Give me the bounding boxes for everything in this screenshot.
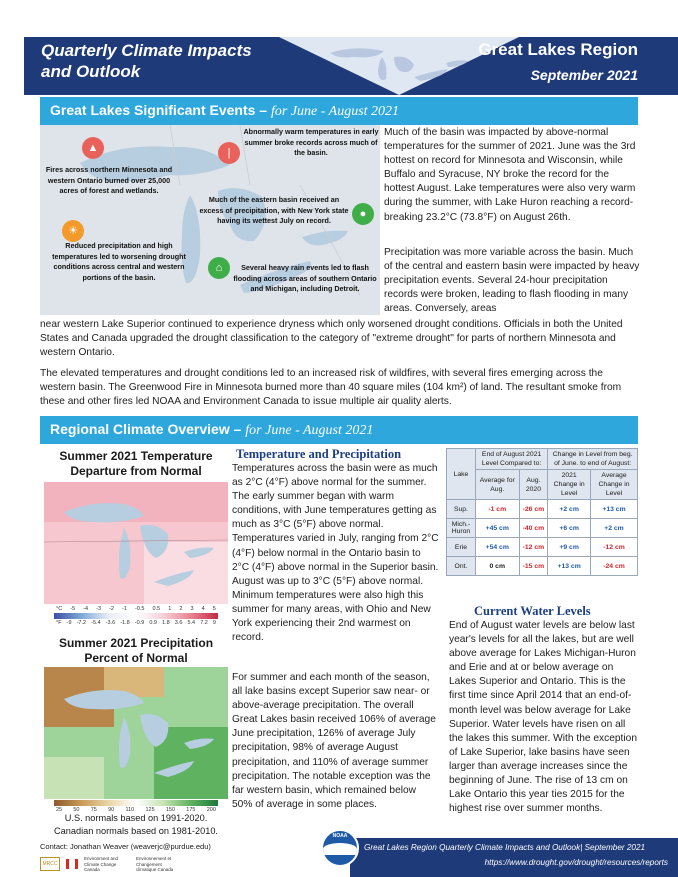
note-drought: Reduced precipitation and high temperatures led to worsening drought conditions across central and western portions of the basin. bbox=[52, 241, 186, 282]
footer-band bbox=[350, 838, 678, 877]
table-row bbox=[447, 557, 638, 576]
precipitation-scale-tick: 75 bbox=[90, 807, 97, 813]
table-header-group-compared: End of August 2021 Level Compared to: bbox=[475, 449, 547, 470]
noaa-bird-icon bbox=[323, 843, 357, 855]
temperature-scale-fahrenheit-unit: °F bbox=[56, 620, 62, 626]
issue-date: September 2021 bbox=[530, 67, 638, 83]
precipitation-scale-tick: 90 bbox=[108, 807, 115, 813]
fire-icon: ▲ bbox=[82, 137, 104, 159]
temperature-scale-fahrenheit-tick: 5.4 bbox=[187, 620, 196, 626]
table-cell-value: -15 cm bbox=[519, 557, 548, 576]
precipitation-scale bbox=[44, 799, 228, 813]
temperature-scale-gradient bbox=[54, 613, 218, 619]
temperature-scale-fahrenheit-tick: -1.8 bbox=[120, 620, 130, 626]
temperature-scale-celsius-tick: 1 bbox=[168, 606, 172, 612]
table-cell-lake: Mich.-Huron bbox=[447, 519, 476, 538]
water-drop-icon: ● bbox=[352, 203, 374, 225]
table-header-col: Average for Aug. bbox=[475, 470, 519, 500]
table-cell-value: 0 cm bbox=[475, 557, 519, 576]
temperature-departure-map bbox=[44, 482, 228, 604]
temperature-scale-celsius-tick: 3 bbox=[190, 606, 194, 612]
table-header-lake: Lake bbox=[447, 449, 476, 500]
table-cell-value: -12 cm bbox=[519, 538, 548, 557]
temperature-scale-celsius-unit: °C bbox=[56, 606, 63, 612]
temperature-scale-celsius-tick: 4 bbox=[201, 606, 205, 612]
drought-sun-icon: ☀ bbox=[62, 220, 84, 242]
region-title: Great Lakes Region bbox=[478, 40, 638, 59]
temperature-precipitation-heading: Temperature and Precipitation bbox=[236, 447, 402, 461]
precipitation-scale-tick: 50 bbox=[73, 807, 80, 813]
precipitation-scale-tick: 125 bbox=[145, 807, 155, 813]
temperature-scale-celsius-tick: -5 bbox=[70, 606, 76, 612]
lakes-silhouette-icon bbox=[324, 43, 474, 89]
temperature-scale-fahrenheit-tick: 0.9 bbox=[149, 620, 157, 626]
temperature-map-image bbox=[44, 482, 228, 604]
table-row bbox=[447, 500, 638, 519]
precipitation-scale-gradient bbox=[54, 800, 218, 806]
temperature-scale-fahrenheit-tick: 7.2 bbox=[200, 620, 208, 626]
temperature-scale-celsius-tick: -0.5 bbox=[135, 606, 145, 612]
note-warm-temperatures: Abnormally warm temperatures in early summer broke records across much of the basin. bbox=[243, 127, 379, 157]
precipitation-map-image bbox=[44, 667, 228, 799]
temperature-scale-fahrenheit-tick: 3.6 bbox=[174, 620, 183, 626]
temperature-scale-celsius-tick: -1 bbox=[122, 606, 127, 612]
normals-note: U.S. normals based on 1991-2020. Canadian normals based on 1981-2010. bbox=[54, 813, 218, 836]
table-header-group-change: Change in Level from beg. of June. to end of August: bbox=[548, 449, 638, 470]
table-cell-value: +54 cm bbox=[475, 538, 519, 557]
table-cell-value: -26 cm bbox=[519, 500, 548, 519]
table-cell-value: +6 cm bbox=[548, 519, 591, 538]
precipitation-scale-tick: 200 bbox=[206, 807, 216, 813]
temperature-scale-fahrenheit-tick: -0.9 bbox=[134, 620, 145, 626]
table-header-col: Average Change in Level bbox=[591, 470, 638, 500]
precipitation-map-title: Summer 2021 Precipitation Percent of Normal bbox=[58, 636, 214, 665]
precipitation-scale-tick: 150 bbox=[165, 807, 176, 813]
events-paragraph-precipitation: Precipitation was more variable across the basin. Much of the central and eastern basin were impacted by heavy precipitation events. Several 24-hour precipitation records were broken, leading to flash flooding in many areas. Conversely, areas bbox=[384, 247, 640, 315]
temperature-scale-celsius-tick: -2 bbox=[109, 606, 114, 612]
mrcc-logo: MRCC bbox=[40, 857, 60, 871]
events-section-bar bbox=[40, 97, 638, 125]
temperature-paragraph: Temperatures across the basin were as much as 2°C (4°F) above normal for the summer. The early summer began with warm conditions, with June temperatures getting as much as 3°C (5°F) above normal. Temperatures varied in July, ranging from 2°C (4°F) below normal in the Ontario basin to 2°C (4°F) above normal in the Superior basin. August was up to 3°C (5°F) above normal. Minimum temperatures were also high this summer for many areas, with Ohio and New York experiencing their 2nd warmest on record. bbox=[232, 463, 439, 644]
precipitation-percent-map bbox=[44, 667, 228, 799]
temperature-scale-celsius-tick: -4 bbox=[83, 606, 89, 612]
table-cell-value: -12 cm bbox=[591, 538, 638, 557]
thermometer-icon: | bbox=[218, 142, 240, 164]
temperature-scale-celsius-tick: 0.5 bbox=[152, 606, 161, 612]
temperature-scale-celsius-tick: 2 bbox=[179, 606, 183, 612]
footer-publication-line: Great Lakes Region Quarterly Climate Impacts and Outlook| September 2021 bbox=[364, 843, 646, 852]
note-excess-precipitation: Much of the eastern basin received an excess of precipitation, with New York state having its wettest July on record. bbox=[199, 195, 349, 225]
canada-flag-icon bbox=[66, 859, 78, 869]
precipitation-scale-tick: 110 bbox=[125, 807, 135, 813]
table-cell-value: -24 cm bbox=[591, 557, 638, 576]
noaa-logo-label: NOAA bbox=[332, 833, 348, 839]
temperature-scale-fahrenheit-tick: 9 bbox=[212, 620, 216, 626]
water-level-table bbox=[446, 448, 638, 576]
table-cell-value: -1 cm bbox=[475, 500, 519, 519]
table-header-col: 2021 Change in Level bbox=[548, 470, 591, 500]
header-banner bbox=[24, 37, 678, 95]
overview-section-bar bbox=[40, 416, 638, 444]
significant-events-map bbox=[40, 125, 380, 315]
table-cell-lake: Ont. bbox=[447, 557, 476, 576]
events-bar-title: Great Lakes Significant Events – bbox=[50, 102, 271, 118]
table-header-col: Aug. 2020 bbox=[519, 470, 548, 500]
precipitation-scale-tick: 25 bbox=[56, 807, 63, 813]
precipitation-paragraph: For summer and each month of the season, all lake basins except Superior saw near- or above-average precipitation. The overall Great Lakes basin received 106% of average June precipitation, 126% of average July precipitation, 98% of average August precipitation, and 110% of average summer precipitation. The notable exception was the far western basin, which remained below 50% of average in some places. bbox=[232, 672, 436, 810]
temperature-scale-celsius-tick: -3 bbox=[96, 606, 102, 612]
temperature-scale-fahrenheit-tick: -9 bbox=[66, 620, 72, 626]
events-bar-period: for June - August 2021 bbox=[270, 104, 400, 119]
eccc-text-fr: Environnement et Changement climatique Canada bbox=[136, 856, 174, 872]
temperature-map-title: Summer 2021 Temperature Departure from Normal bbox=[59, 449, 213, 478]
temperature-scale-fahrenheit-tick: -3.6 bbox=[105, 620, 116, 626]
table-cell-value: -40 cm bbox=[519, 519, 548, 538]
partner-logos bbox=[40, 856, 182, 873]
overview-bar-period: for June - August 2021 bbox=[245, 423, 374, 438]
contact-line: Contact: Jonathan Weaver (weaverjc@purdue.edu) bbox=[40, 842, 211, 851]
overview-bar-title: Regional Climate Overview – bbox=[50, 421, 246, 437]
table-cell-value: +2 cm bbox=[591, 519, 638, 538]
footer-url: https://www.drought.gov/drought/resources/reports bbox=[484, 858, 668, 867]
temperature-scale bbox=[44, 606, 228, 626]
table-cell-value: +13 cm bbox=[548, 557, 591, 576]
house-flood-icon: ⌂ bbox=[208, 257, 230, 279]
temperature-scale-fahrenheit bbox=[44, 620, 228, 626]
events-paragraph-wildfires: The elevated temperatures and drought conditions led to an increased risk of wildfires, with several fires emerging across the western basin. The Greenwood Fire in Minnesota burned more than 40 square miles (104 km²) of land. The resultant smoke from these and other fires led NOAA and Environment Canada to issue multiple air quality alerts. bbox=[40, 368, 622, 408]
table-cell-value: +45 cm bbox=[475, 519, 519, 538]
table-cell-value: +13 cm bbox=[591, 500, 638, 519]
temperature-scale-fahrenheit-tick: -5.4 bbox=[91, 620, 101, 626]
noaa-logo bbox=[321, 829, 359, 867]
temperature-scale-fahrenheit-tick: 1.8 bbox=[162, 620, 170, 626]
precipitation-scale-tick: 175 bbox=[186, 807, 196, 813]
table-row bbox=[447, 519, 638, 538]
water-levels-heading: Current Water Levels bbox=[474, 604, 591, 618]
note-fires: Fires across northern Minnesota and western Ontario burned over 25,000 acres of forest and wetlands. bbox=[45, 165, 173, 195]
temperature-scale-fahrenheit-tick: -7.2 bbox=[76, 620, 87, 626]
table-cell-value: +2 cm bbox=[548, 500, 591, 519]
events-paragraph-temperature: Much of the basin was impacted by above-normal temperatures for the summer of 2021. June was the 3rd hottest on record for Minnesota and Wisconsin, while Buffalo and Syracuse, NY broke the record for the hottest August. Lake temperatures were also very warm during the summer, with Lake Huron reaching a record-breaking 23.2°C (73.8°F) on August 26th. bbox=[384, 127, 636, 223]
water-levels-paragraph: End of August water levels are below last year's levels for all the lakes, but are well above average for Lakes Michigan-Huron and Erie and at or below average on Lakes Superior and Ontario. This is the first time since April 2014 that an end-of-month level was below average for Lake Superior. Water levels have risen on all the lakes this summer. With the exception of Lake Superior, lake basins have seen larger than average increases since the beginning of June. The rise of 13 cm on Lake Ontario this year ties 2015 for the highest rise over summer months. bbox=[449, 620, 637, 815]
temperature-scale-celsius-tick: 5 bbox=[212, 606, 216, 612]
table-cell-lake: Sup. bbox=[447, 500, 476, 519]
table-cell-lake: Erie bbox=[447, 538, 476, 557]
note-flash-flooding: Several heavy rain events led to flash flooding across areas of southern Ontario and Michigan, including Detroit. bbox=[233, 263, 377, 293]
table-row bbox=[447, 538, 638, 557]
eccc-text-en: Environment and Climate Change Canada bbox=[84, 856, 119, 872]
events-paragraph-drought: near western Lake Superior continued to experience dryness which only worsened drought conditions. Officials in both the United States and Canada upgraded the drought classification to the category of "extreme drought" for parts of northern Minnesota and western Ontario. bbox=[40, 319, 623, 359]
temperature-scale-celsius bbox=[44, 606, 228, 612]
table-cell-value: +9 cm bbox=[548, 538, 591, 557]
newsletter-title: Quarterly Climate Impacts and Outlook bbox=[41, 41, 252, 81]
